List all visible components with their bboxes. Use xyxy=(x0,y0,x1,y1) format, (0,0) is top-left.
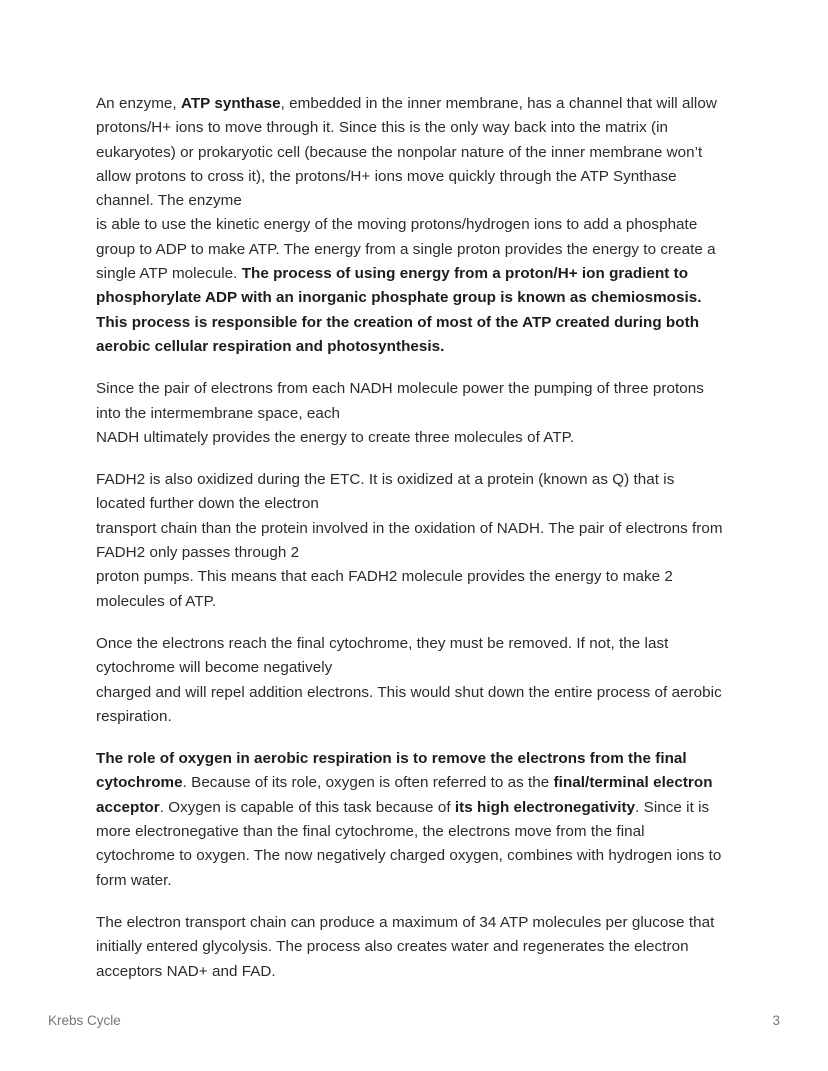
text-run: proton pumps. This means that each FADH2 molecule provides the energy to make 2 molecules of ATP. xyxy=(96,568,673,610)
paragraph xyxy=(96,632,724,729)
paragraph xyxy=(96,377,724,450)
text-run: , embedded in the inner membrane, has a channel that will allow protons/H+ ions to move through it. Since this is the only way back into the matrix (in eukaryotes) or prokaryotic cell (because the nonpolar nature of the inner membrane won’t allow protons to cross it), the protons/H+ ions move quickly through the ATP Synthase channel. The enzyme xyxy=(96,95,717,210)
page-footer xyxy=(48,1010,780,1030)
text-run: The electron transport chain can produce a maximum of 34 ATP molecules per glucose that initially entered glycolysis. The process also creates water and regenerates the electron acceptors NAD+ and FAD. xyxy=(96,913,715,980)
footer-page-number: 3 xyxy=(772,1012,780,1028)
text-run: Since the pair of electrons from each NADH molecule power the pumping of three protons into the intermembrane space, each xyxy=(96,380,704,422)
paragraph xyxy=(96,92,724,359)
text-run-bold: The role of oxygen in aerobic respiration is to remove the electrons from the final cytochrome xyxy=(96,750,687,792)
paragraph xyxy=(96,468,724,614)
text-run-bold: final/terminal electron acceptor xyxy=(96,774,713,816)
text-run: is able to use the kinetic energy of the moving protons/hydrogen ions to add a phosphate group to ADP to make ATP. The energy from a single proton provides the energy to create a single ATP molecule. xyxy=(96,216,716,283)
text-run: An enzyme, xyxy=(96,95,181,112)
text-run: charged and will repel addition electrons. This would shut down the entire process of aerobic respiration. xyxy=(96,683,722,725)
paragraph xyxy=(96,747,724,893)
text-run: NADH ultimately provides the energy to create three molecules of ATP. xyxy=(96,428,575,446)
text-run: transport chain than the protein involved in the oxidation of NADH. The pair of electrons from FADH2 only passes through 2 xyxy=(96,519,723,562)
text-run-bold: ATP synthase xyxy=(180,95,281,112)
text-run: . Oxygen is capable of this task because of xyxy=(159,798,455,816)
text-run-bold: The process of using energy from a proton/H+ ion gradient to phosphorylate ADP with an inorganic phosphate group is known as chemiosmosis. This process is responsible for the creation of most of the ATP created during both aerobic cellular respiration and photosynthesis. xyxy=(96,265,702,355)
paragraph xyxy=(96,911,724,984)
document-body xyxy=(96,92,724,984)
text-run-bold: its high electronegativity xyxy=(454,798,636,816)
text-run: Once the electrons reach the final cytochrome, they must be removed. If not, the last cytochrome will become negatively xyxy=(96,634,669,677)
text-run: FADH2 is also oxidized during the ETC. It is oxidized at a protein (known as Q) that is located further down the electron xyxy=(96,471,675,513)
footer-label: Krebs Cycle xyxy=(48,1012,121,1028)
text-run: . Since it is more electronegative than the final cytochrome, the electrons move from the final cytochrome to oxygen. The now negatively charged oxygen, combines with hydrogen ions to form water. xyxy=(96,798,722,889)
text-run: . Because of its role, oxygen is often referred to as the xyxy=(182,774,554,792)
